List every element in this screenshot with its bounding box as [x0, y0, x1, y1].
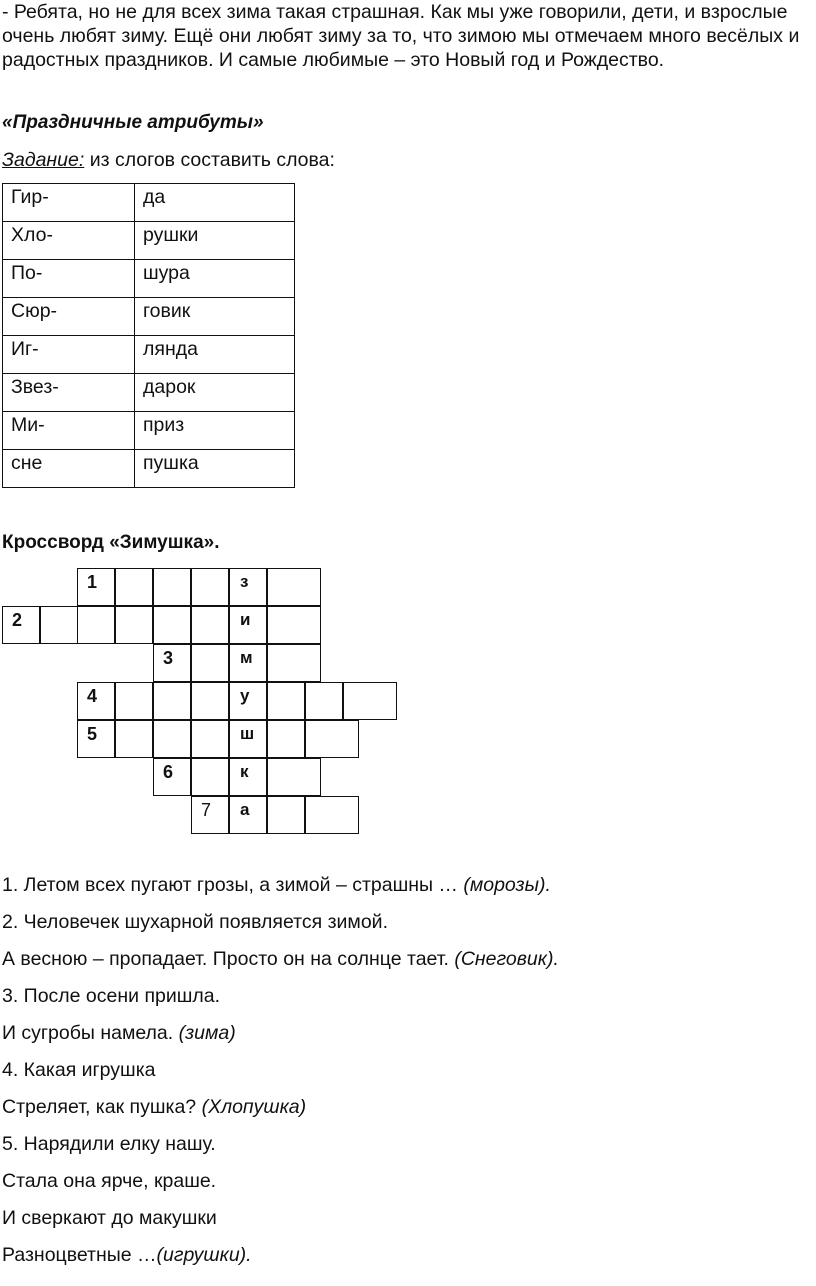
riddle-text: 4. Какая игрушка — [2, 1059, 156, 1081]
table-row — [3, 412, 295, 450]
syllable-right: рушки — [135, 222, 295, 260]
riddle-answer: (морозы). — [463, 874, 551, 896]
crossword-number-cell[interactable]: 4 — [77, 682, 115, 720]
syllable-left: По- — [3, 260, 135, 298]
crossword-cell[interactable] — [267, 606, 321, 644]
riddle-line — [2, 1206, 812, 1243]
crossword-keyword-cell: и — [229, 606, 267, 644]
riddle-answer: (зима) — [178, 1022, 236, 1044]
crossword-keyword-cell: м — [229, 644, 267, 682]
crossword-number-cell[interactable]: 5 — [77, 720, 115, 758]
crossword-cell[interactable] — [267, 644, 321, 682]
riddle-text: И сверкают до макушки — [2, 1207, 217, 1229]
table-row — [3, 374, 295, 412]
crossword-cell[interactable] — [40, 606, 78, 644]
riddle-line — [2, 1021, 812, 1058]
crossword-title: Кроссворд «Зимушка». — [2, 532, 220, 553]
section-heading: «Праздничные атрибуты» — [2, 112, 264, 133]
syllable-right: лянда — [135, 336, 295, 374]
crossword-cell[interactable] — [191, 644, 229, 682]
task-text: из слогов составить слова: — [84, 149, 335, 171]
riddle-text: 5. Нарядили елку нашу. — [2, 1133, 216, 1155]
table-row — [3, 336, 295, 374]
crossword-cell[interactable] — [115, 720, 153, 758]
crossword-cell[interactable] — [305, 682, 343, 720]
syllable-left: Гир- — [3, 184, 135, 222]
syllable-left: Звез- — [3, 374, 135, 412]
syllable-left: Иг- — [3, 336, 135, 374]
riddle-answer: (игрушки). — [156, 1244, 252, 1266]
syllable-left: Ми- — [3, 412, 135, 450]
riddle-text: Стреляет, как пушка? — [2, 1096, 202, 1118]
crossword-keyword-cell: ш — [229, 720, 267, 758]
crossword-cell[interactable] — [191, 758, 229, 796]
riddles-list — [2, 873, 812, 1280]
syllable-right: шура — [135, 260, 295, 298]
syllable-right: говик — [135, 298, 295, 336]
crossword-cell[interactable] — [267, 720, 305, 758]
riddle-text: Разноцветные … — [2, 1244, 157, 1266]
riddle-line — [2, 1243, 812, 1280]
crossword-cell[interactable] — [191, 568, 229, 606]
crossword-cell[interactable] — [191, 606, 229, 644]
crossword-cell[interactable] — [267, 796, 305, 834]
crossword-number-cell[interactable]: 1 — [77, 568, 115, 606]
crossword-cell[interactable] — [77, 606, 115, 644]
syllable-right: да — [135, 184, 295, 222]
syllable-left: Сюр- — [3, 298, 135, 336]
crossword-cell[interactable] — [267, 758, 321, 796]
riddle-line — [2, 1169, 812, 1206]
riddle-line — [2, 873, 812, 910]
crossword-number-cell[interactable]: 7 — [191, 796, 229, 834]
syllable-right: пушка — [135, 450, 295, 488]
riddle-answer: (Хлопушка) — [201, 1096, 307, 1118]
riddle-text: 1. Летом всех пугают грозы, а зимой – страшны … — [2, 874, 464, 896]
riddle-line — [2, 947, 812, 984]
syllable-right: дарок — [135, 374, 295, 412]
riddle-text: И сугробы намела. — [2, 1022, 179, 1044]
crossword-keyword-cell: у — [229, 682, 267, 720]
intro-paragraph: - Ребята, но не для всех зима такая страшная. Как мы уже говорили, дети, и взрослые очень любят зиму. Ещё они любят зиму за то, что зимою мы отмечаем много весёлых и радостных праздников. И самые любимые – это Новый год и Рождество. — [2, 1, 800, 71]
riddle-text: 3. После осени пришла. — [2, 985, 221, 1007]
crossword-number-cell[interactable]: 2 — [2, 606, 40, 644]
syllable-left: Хло- — [3, 222, 135, 260]
crossword-cell[interactable] — [115, 682, 153, 720]
crossword-number-cell[interactable]: 3 — [153, 644, 191, 682]
table-row — [3, 450, 295, 488]
crossword-cell[interactable] — [267, 682, 305, 720]
riddle-line — [2, 910, 812, 947]
crossword-cell[interactable] — [153, 682, 191, 720]
crossword-number-cell[interactable]: 6 — [153, 758, 191, 796]
riddle-text: А весною – пропадает. Просто он на солнце тает. — [2, 948, 455, 970]
crossword-cell[interactable] — [305, 720, 359, 758]
crossword-cell[interactable] — [191, 720, 229, 758]
task-label: Задание: — [2, 149, 85, 171]
table-row — [3, 184, 295, 222]
crossword-cell[interactable] — [115, 568, 153, 606]
crossword-keyword-cell: з — [229, 568, 267, 606]
crossword-keyword-cell: а — [229, 796, 267, 834]
task-line — [2, 148, 335, 172]
table-row — [3, 260, 295, 298]
table-row — [3, 298, 295, 336]
syllable-right: приз — [135, 412, 295, 450]
riddle-line — [2, 1132, 812, 1169]
crossword-cell[interactable] — [191, 682, 229, 720]
crossword-cell[interactable] — [153, 568, 191, 606]
crossword-keyword-cell: к — [229, 758, 267, 796]
riddle-answer: (Снеговик). — [454, 948, 559, 970]
riddle-line — [2, 1058, 812, 1095]
crossword-cell[interactable] — [153, 720, 191, 758]
crossword-cell[interactable] — [153, 606, 191, 644]
crossword-cell[interactable] — [115, 606, 153, 644]
crossword-cell[interactable] — [343, 682, 397, 720]
syllable-table — [2, 183, 295, 488]
riddle-line — [2, 984, 812, 1021]
riddle-text: 2. Человечек шухарной появляется зимой. — [2, 911, 388, 933]
syllable-left: сне — [3, 450, 135, 488]
table-row — [3, 222, 295, 260]
crossword-cell[interactable] — [305, 796, 359, 834]
crossword-cell[interactable] — [267, 568, 321, 606]
riddle-text: Стала она ярче, краше. — [2, 1170, 217, 1192]
riddle-line — [2, 1095, 812, 1132]
